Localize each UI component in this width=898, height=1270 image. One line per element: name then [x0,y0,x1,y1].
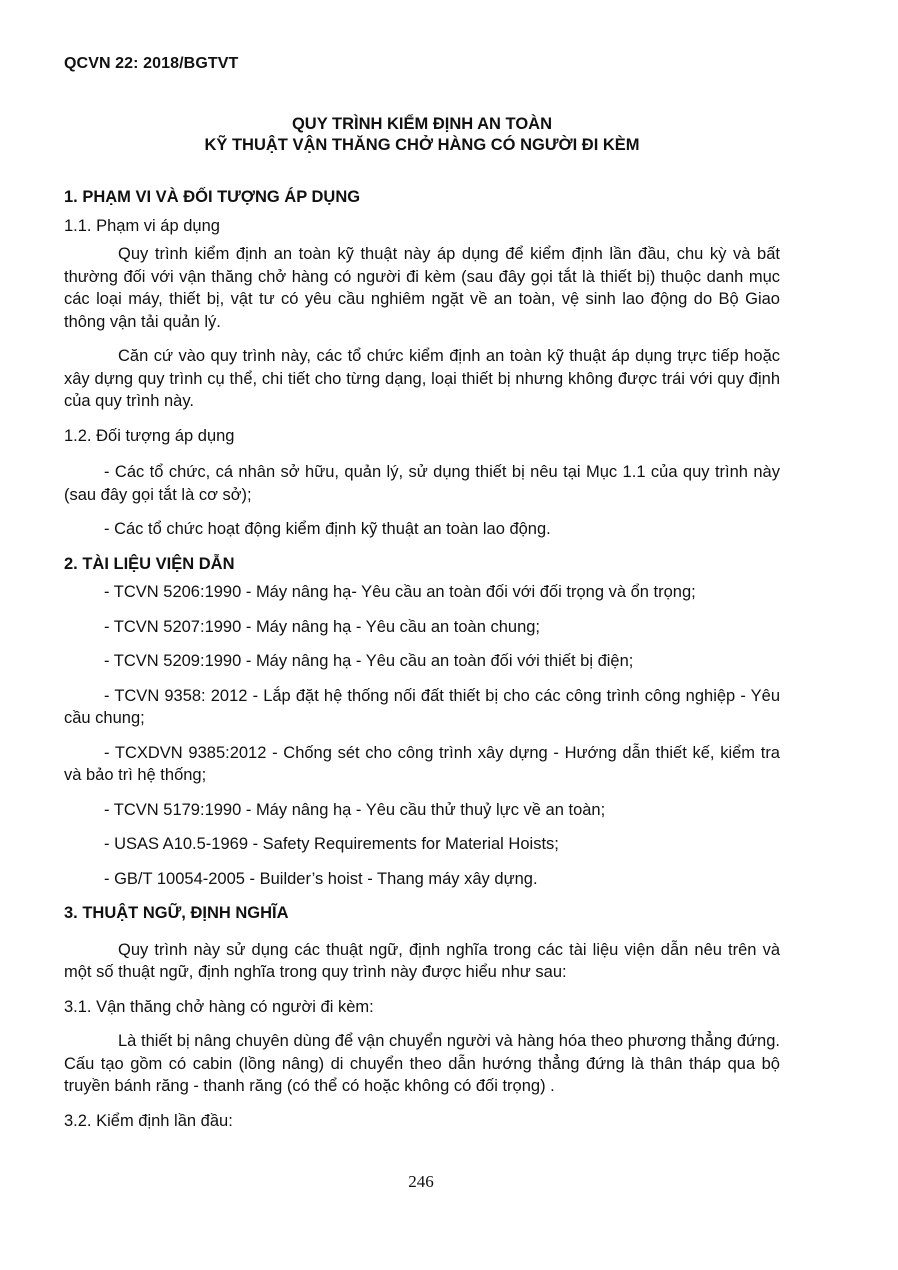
reference-item: - TCVN 5179:1990 - Máy nâng hạ - Yêu cầu thử thuỷ lực về an toàn; [104,800,606,819]
title-line-1: QUY TRÌNH KIỂM ĐỊNH AN TOÀN [291,115,553,133]
reference-item: - TCVN 5209:1990 - Máy nâng hạ - Yêu cầu an toàn đối với thiết bị điện; [104,652,634,670]
section-3-intro-paragraph: Quy trình này sử dụng các thuật ngữ, định nghĩa trong các tài liệu viện dẫn nêu trên và một số thuật ngữ, định nghĩa trong quy trình này được hiểu như sau: [64,940,780,981]
section-2-heading: 2. TÀI LIỆU VIỆN DẪN [64,554,235,573]
reference-item: - TCVN 5207:1990 - Máy nâng hạ - Yêu cầu an toàn chung; [104,617,541,636]
section-1-1-paragraph-1: Quy trình kiểm định an toàn kỹ thuật này áp dụng để kiểm định lần đầu, chu kỳ và bất thường đối với vận thăng chở hàng có người đi kèm (sau đây gọi tắt là thiết bị) thuộc danh mục các loại máy, thiết bị, vật tư có yêu cầu nghiêm ngặt về an toàn, vệ sinh lao động do Bộ Giao thông vận tải quản lý. [64,245,780,331]
subsection-3-1-heading: 3.1. Vận thăng chở hàng có người đi kèm: [64,997,374,1016]
subsection-3-2-heading: 3.2. Kiểm định lần đầu: [64,1111,233,1130]
section-1-1-paragraph-2: Căn cứ vào quy trình này, các tổ chức kiểm định an toàn kỹ thuật áp dụng trực tiếp hoặc xây dựng quy trình cụ thể, chi tiết cho từng dạng, loại thiết bị nhưng không được trái với quy định của quy trình này. [64,347,780,410]
reference-item: - TCXDVN 9385:2012 - Chống sét cho công trình xây dựng - Hướng dẫn thiết kế, kiểm tra và bảo trì hệ thống; [64,743,780,784]
section-1-2-item-1: - Các tổ chức, cá nhân sở hữu, quản lý, sử dụng thiết bị nêu tại Mục 1.1 của quy trình này (sau đây gọi tắt là cơ sở); [64,463,780,504]
reference-item: - USAS A10.5-1969 - Safety Requirements for Material Hoists; [104,835,559,853]
regulation-code: QCVN 22: 2018/BGTVT [64,55,239,72]
section-1-heading: 1. PHẠM VI VÀ ĐỐI TƯỢNG ÁP DỤNG [64,188,361,206]
section-3-heading: 3. THUẬT NGỮ, ĐỊNH NGHĨA [64,904,289,922]
section-3-1-paragraph: Là thiết bị nâng chuyên dùng để vận chuyển người và hàng hóa theo phương thẳng đứng. Cấu tạo gồm có cabin (lồng nâng) di chuyển theo dẫn hướng thẳng đứng là thân tháp qua bộ truyền bánh răng - thanh răng (có thể có hoặc không có đối trọng) . [64,1032,780,1095]
reference-item: - TCVN 5206:1990 - Máy nâng hạ- Yêu cầu an toàn đối với đối trọng và ổn trọng; [104,583,696,601]
reference-item: - GB/T 10054-2005 - Builder’s hoist - Thang máy xây dựng. [104,869,538,888]
document-body [64,186,780,1132]
title-line-2: KỸ THUẬT VẬN THĂNG CHỞ HÀNG CÓ NGƯỜI ĐI KÈM [204,136,640,154]
document-title [64,114,780,156]
page-number: 246 [408,1172,434,1191]
subsection-1-2-heading: 1.2. Đối tượng áp dụng [64,426,235,445]
subsection-1-1-heading: 1.1. Phạm vi áp dụng [64,216,220,235]
reference-item: - TCVN 9358: 2012 - Lắp đặt hệ thống nối đất thiết bị cho các công trình công nghiệp - Yêu cầu chung; [64,686,780,727]
section-1-2-item-2: - Các tổ chức hoạt động kiểm định kỹ thuật an toàn lao động. [104,520,551,538]
